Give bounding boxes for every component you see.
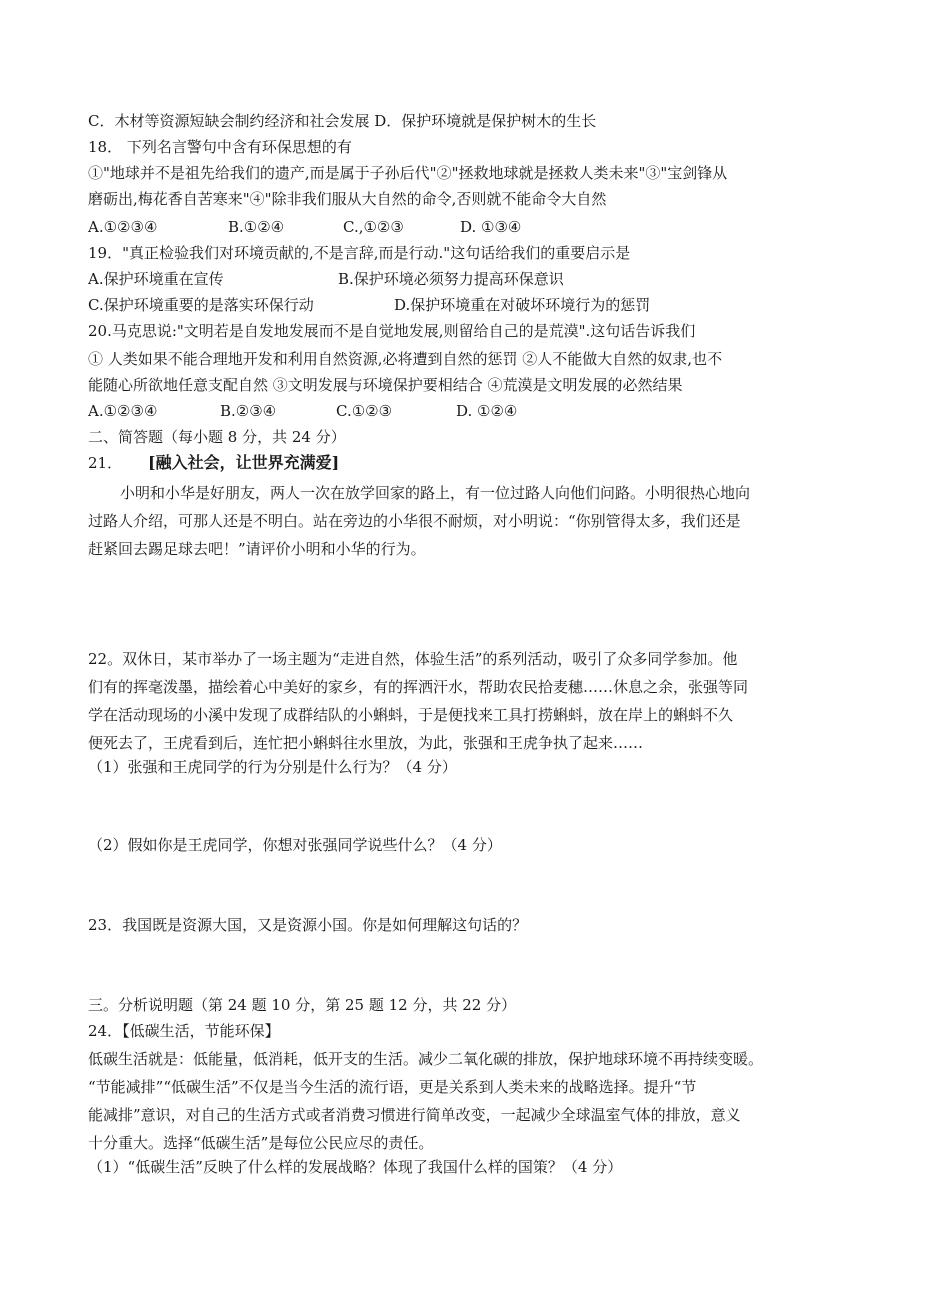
q18-text-1: ①"地球并不是祖先给我们的遗产,而是属于子孙后代"②"拯救地球就是拯救人类未来"③"宝剑锋从	[88, 164, 728, 182]
q20-option-a: A.①②③④	[88, 402, 158, 420]
q21-text-1: 小明和小华是好朋友，两人一次在放学回家的路上，有一位过路人向他们问路。小明很热心地向	[120, 484, 751, 502]
q22-text-2: 们有的挥毫泼墨，描绘着心中美好的家乡，有的挥洒汗水，帮助农民拾麦穗……休息之余，张强等同	[88, 678, 749, 696]
q19-stem: 19．"真正检验我们对环境贡献的,不是言辞,而是行动."这句话给我们的重要启示是	[88, 244, 631, 262]
q24-text-3: 能减排”意识，对自己的生活方式或者消费习惯进行简单改变，一起减少全球温室气体的排放，意义	[88, 1106, 741, 1124]
q24-text-2: “节能减排”“低碳生活”不仅是当今生活的流行语，更是关系到人类未来的战略选择。提升“节	[88, 1078, 697, 1096]
q22-sub-1: （1）张强和王虎同学的行为分别是什么行为？（4 分）	[88, 758, 457, 776]
section-3-title: 三。分析说明题（第 24 题 10 分，第 25 题 12 分，共 22 分）	[88, 996, 517, 1014]
q18-option-c: C.,①②③	[343, 218, 404, 236]
q18-options	[88, 216, 868, 238]
q18-option-d: D. ①③④	[460, 218, 522, 236]
q20-option-b: B.②③④	[220, 402, 277, 420]
q19-options-cd	[88, 294, 868, 316]
q18-option-a: A.①②③④	[88, 218, 158, 236]
q21-heading-line	[88, 452, 868, 474]
q20-stem: 20.马克思说:"文明若是自发地发展而不是自觉地发展,则留给自己的是荒漠".这句话告诉我们	[88, 322, 696, 340]
q24-sub-1: （1）“低碳生活”反映了什么样的发展战略？体现了我国什么样的国策？（4 分）	[88, 1158, 623, 1176]
q19-option-c: C.保护环境重要的是落实环保行动	[88, 296, 314, 314]
q22-sub-2: （2）假如你是王虎同学，你想对张强同学说些什么？（4 分）	[88, 836, 502, 854]
q22-text-3: 学在活动现场的小溪中发现了成群结队的小蝌蚪，于是便找来工具打捞蝌蚪，放在岸上的蝌蚪不久	[88, 706, 734, 724]
q21-heading: [融入社会，让世界充满爱]	[148, 453, 340, 472]
q21-number: 21．	[88, 454, 123, 472]
q20-options	[88, 400, 868, 422]
q19-option-b: B.保护环境必须努力提高环保意识	[338, 270, 564, 288]
q24-text-1: 低碳生活就是：低能量，低消耗，低开支的生活。减少二氧化碳的排放，保护地球环境不再持续变暖。	[88, 1050, 764, 1068]
q20-text-1: ① 人类如果不能合理地开发和利用自然资源,必将遭到自然的惩罚 ②人不能做大自然的奴隶,也不	[88, 350, 723, 368]
q17-options-cd: C．木材等资源短缺会制约经济和社会发展 D．保护环境就是保护树木的生长	[88, 112, 597, 130]
q21-text-3: 赶紧回去踢足球去吧！”请评价小明和小华的行为。	[88, 540, 426, 558]
q24-text-4: 十分重大。选择“低碳生活”是每位公民应尽的责任。	[88, 1134, 434, 1152]
q19-option-a: A.保护环境重在宣传	[88, 270, 224, 288]
section-2-title: 二、简答题（每小题 8 分，共 24 分）	[88, 428, 346, 446]
q19-option-d: D.保护环境重在对破坏环境行为的惩罚	[394, 296, 651, 314]
q21-text-2: 过路人介绍，可那人还是不明白。站在旁边的小华很不耐烦，对小明说：“你别管得太多，我们还是	[88, 512, 741, 530]
q20-text-2: 能随心所欲地任意支配自然 ③文明发展与环境保护要相结合 ④荒漠是文明发展的必然结果	[88, 376, 683, 394]
q22-text-1: 22。双休日，某市举办了一场主题为“走进自然，体验生活”的系列活动，吸引了众多同学参加。他	[88, 650, 738, 668]
q24-heading: 24．【低碳生活，节能环保】	[88, 1022, 280, 1040]
q20-option-d: D. ①②④	[456, 402, 518, 420]
q19-options-ab	[88, 268, 868, 290]
q18-text-2: 磨砺出,梅花香自苦寒来"④"除非我们服从大自然的命令,否则就不能命令大自然	[88, 190, 607, 208]
q20-option-c: C.①②③	[336, 402, 393, 420]
q18-stem: 18． 下列名言警句中含有环保思想的有	[88, 138, 352, 156]
q23-text: 23．我国既是资源大国，又是资源小国。你是如何理解这句话的？	[88, 916, 528, 934]
q18-option-b: B.①②④	[228, 218, 285, 236]
q22-text-4: 便死去了，王虎看到后，连忙把小蝌蚪往水里放，为此，张强和王虎争执了起来……	[88, 734, 644, 752]
